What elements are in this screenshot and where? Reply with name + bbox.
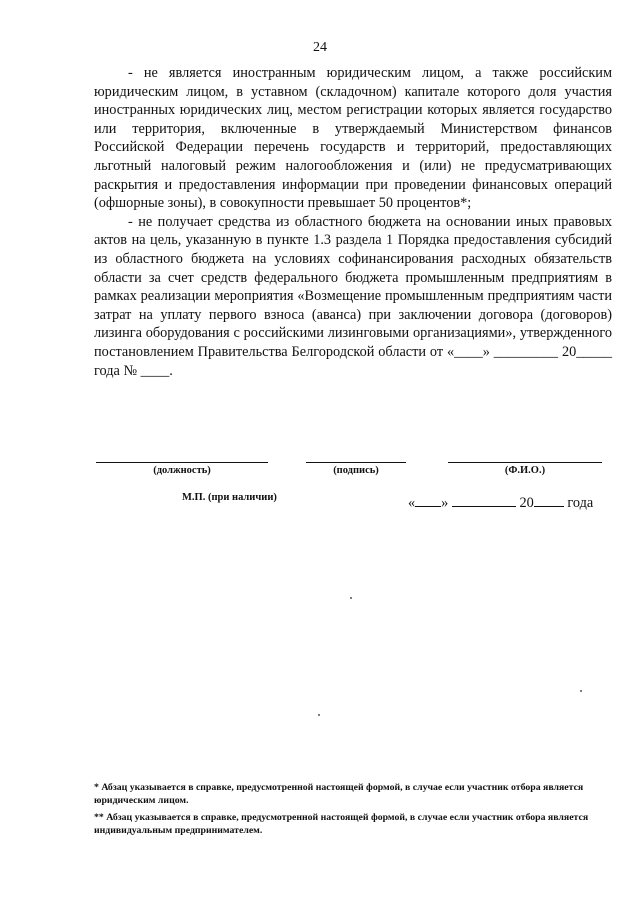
signature-line xyxy=(306,462,406,463)
date-close-quote: » xyxy=(441,495,449,511)
page-number: 24 xyxy=(313,40,327,55)
name-label: (Ф.И.О.) xyxy=(504,465,546,476)
body-text xyxy=(94,64,612,380)
scan-speck xyxy=(350,597,352,599)
date-open-quote: « xyxy=(408,495,416,511)
paragraph-foreign-entity: - не является иностранным юридическим лицом, а также российским юридическим лицом, в уставном (складочном) капитале которого доля участия иностранных юридических лиц, местом регистрации которых является государство или территория, включенные в утверждаемый Министерством финансов Российской Федерации перечень государств и территорий, предоставляющих льготный налоговый режим налогообложения и (или) не предусматривающих раскрытия и предоставления информации при проведении финансовых операций (офшорные зоны), в совокупности превышает 50 процентов*; xyxy=(94,65,612,212)
stamp-label: М.П. (при наличии) xyxy=(182,492,277,503)
month-blank xyxy=(452,492,516,507)
signature-date xyxy=(408,492,593,512)
day-blank xyxy=(415,492,441,507)
position-line xyxy=(96,462,268,463)
footnotes xyxy=(94,781,612,841)
paragraph-regional-budget: - не получает средства из областного бюджета на основании иных правовых актов на цель, указанную в пункте 1.3 раздела 1 Порядка предоставления субсидий из областного бюджета на условиях софинансирования расходных обязательств области за счет средств федерального бюджета промышленным предприятиям в рамках реализации мероприятия «Возмещение промышленным предприятиям части затрат на уплату первого взноса (аванса) при заключении договора (договоров) лизинга оборудования с российскими лизинговыми организациями», утвержденного постановлением Правительства Белгородской области от «____» _________ 20_____ года № ____. xyxy=(94,213,612,379)
year-blank xyxy=(534,492,564,507)
signature-row xyxy=(0,452,640,482)
footnote-legal-entity: * Абзац указывается в справке, предусмотренной настоящей формой, в случае если участник отбора является юридическим лицом. xyxy=(94,782,584,806)
date-suffix: года xyxy=(567,495,594,511)
scan-speck xyxy=(580,690,582,692)
signature-label: (подпись) xyxy=(333,465,379,476)
name-line xyxy=(448,462,602,463)
footnote-individual: ** Абзац указывается в справке, предусмотренной настоящей формой, в случае если участник отбора является индивидуальным предпринимателем. xyxy=(94,812,589,836)
date-year-prefix: 20 xyxy=(519,495,534,511)
scan-speck xyxy=(318,714,320,716)
position-label: (должность) xyxy=(153,465,211,476)
